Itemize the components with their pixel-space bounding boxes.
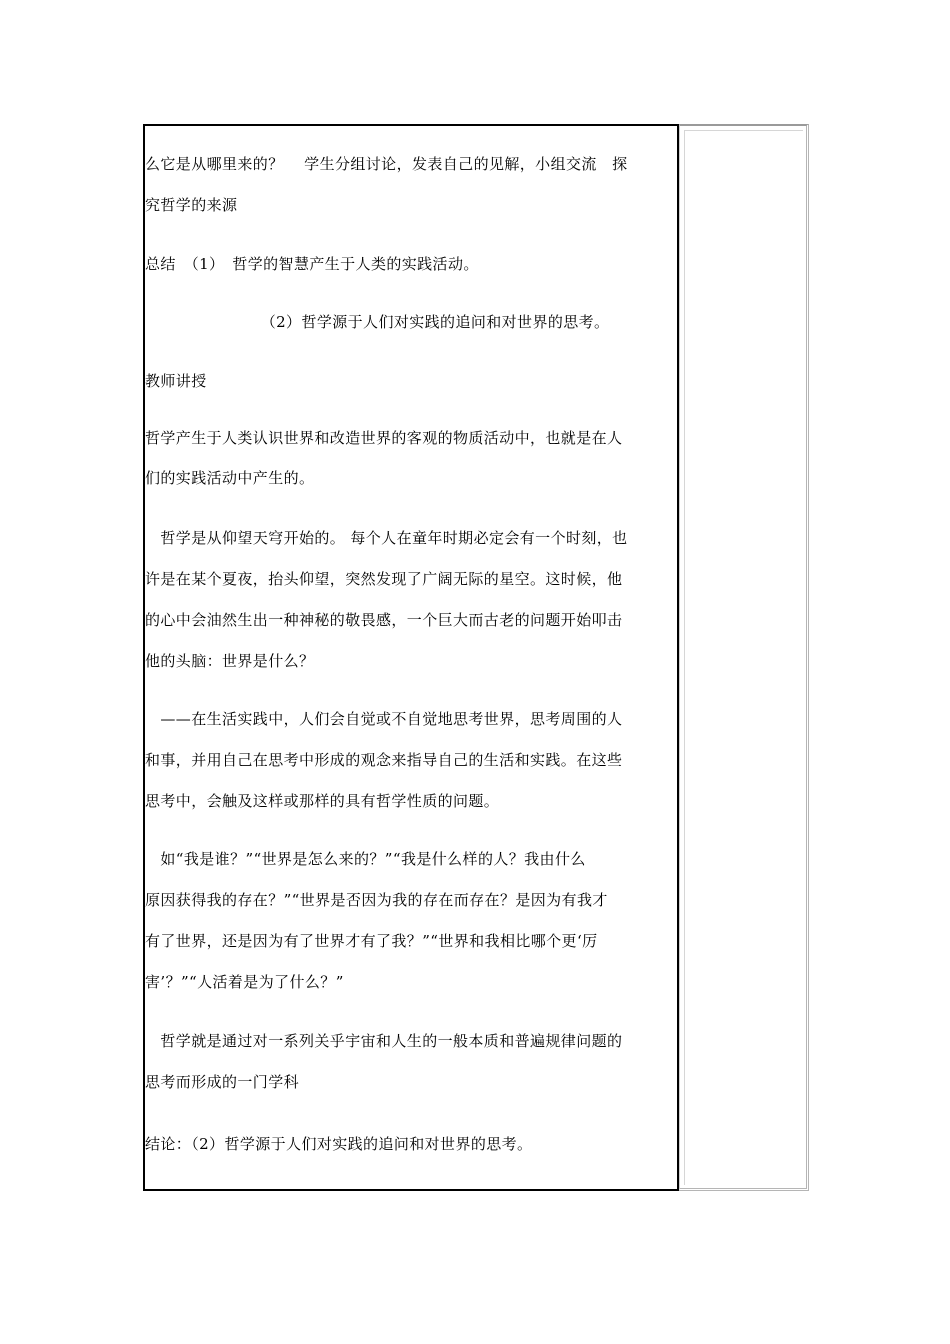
text-line: 有了世界，还是因为有了世界才有了我？”“世界和我相比哪个更‘厉 [145, 932, 598, 950]
text-line: 么它是从哪里来的？ 学生分组讨论，发表自己的见解，小组交流 探 [145, 155, 628, 173]
text-line: 究哲学的来源 [145, 196, 238, 214]
text-line: 思考中，会触及这样或那样的具有哲学性质的问题。 [145, 792, 500, 810]
section-heading: 教师讲授 [145, 372, 207, 390]
text-line: 原因获得我的存在？”“世界是否因为我的存在而存在？是因为有我才 [145, 891, 608, 909]
text-line: 哲学是从仰望天穹开始的。 每个人在童年时期必定会有一个时刻，也 [145, 529, 628, 547]
side-cell-inner-border [684, 130, 803, 1185]
text-line: 和事，并用自己在思考中形成的观念来指导自己的生活和实践。在这些 [145, 751, 623, 769]
text-line: 害’？”“人活着是为了什么？” [145, 973, 344, 991]
lesson-table-side-cell [679, 124, 809, 1191]
text-line: 的心中会油然生出一种神秘的敬畏感，一个巨大而古老的问题开始叩击 [145, 611, 623, 629]
text-line: 思考而形成的一门学科 [145, 1073, 300, 1091]
text-line: 哲学产生于人类认识世界和改造世界的客观的物质活动中，也就是在人 [145, 429, 623, 447]
text-line: 哲学就是通过对一系列关乎宇宙和人生的一般本质和普遍规律问题的 [145, 1032, 623, 1050]
text-line: 们的实践活动中产生的。 [145, 469, 315, 487]
text-line: 他的头脑：世界是什么？ [145, 652, 315, 670]
text-line: （2）哲学源于人们对实践的追问和对世界的思考。 [145, 313, 610, 331]
text-line: 如“我是谁？”“世界是怎么来的？”“我是什么样的人？我由什么 [145, 850, 586, 868]
text-line: 许是在某个夏夜，抬头仰望，突然发现了广阔无际的星空。这时候，他 [145, 570, 623, 588]
text-line: 总结 （1） 哲学的智慧产生于人类的实践活动。 [145, 255, 479, 273]
conclusion-line: 结论：（2）哲学源于人们对实践的追问和对世界的思考。 [145, 1135, 533, 1153]
text-line: ——在生活实践中，人们会自觉或不自觉地思考世界，思考周围的人 [145, 710, 623, 728]
